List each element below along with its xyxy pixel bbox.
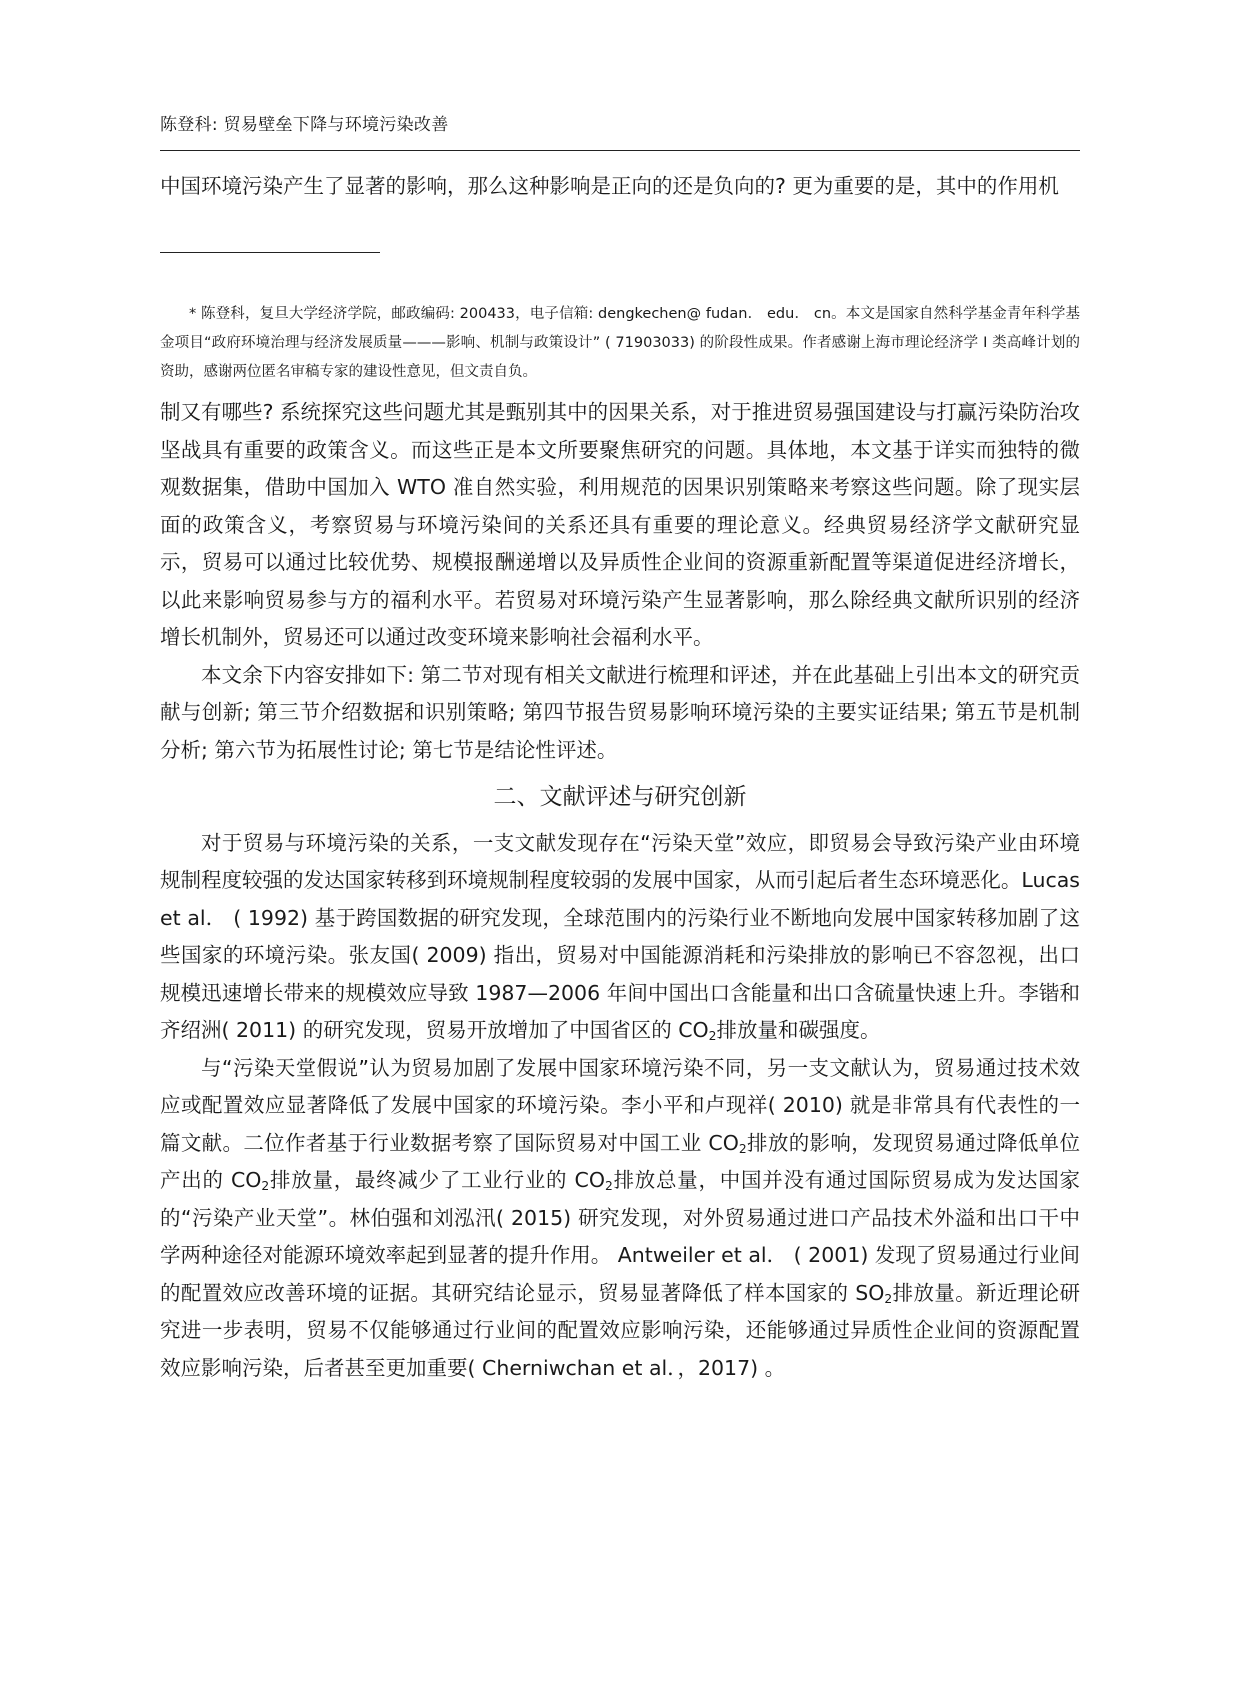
- intro-paragraph: 中国环境污染产生了显著的影响，那么这种影响是正向的还是负向的? 更为重要的是，其中的作用机: [160, 174, 1059, 198]
- header-rule: [160, 150, 1080, 151]
- paragraph-3: [160, 825, 1080, 1050]
- footnote: [160, 300, 1080, 387]
- footnote-text: * 陈登科，复旦大学经济学院，邮政编码: 200433，电子信箱: dengkechen@ fudan． edu． cn。本文是国家自然科学基金青年科学基金项目“政府环境治理与经济发展质量———影响、机制与政策设计” ( 71903033) 的阶段性成果。作者感谢上海市理论经济学 I 类高峰计划的资助，感谢两位匿名审稿专家的建设性意见，但文责自负。: [160, 306, 1080, 380]
- p4-text-2: 排放的影响，发现贸易通过降低单位产出的 CO: [160, 1130, 1081, 1192]
- running-header: 陈登科: 贸易壁垒下降与环境污染改善: [160, 115, 449, 135]
- p4-text-5: 排放量。新近理论研究进一步表明，贸易不仅能够通过行业间的配置效应影响污染，还能够通过异质性企业间的资源配置效应影响污染，后者甚至更加重要( Cherniwchan et al．，2017) 。: [160, 1280, 1080, 1380]
- p3-text-2: 排放量和碳强度。: [716, 1018, 881, 1042]
- p4-text-1: 与“污染天堂假说”认为贸易加剧了发展中国家环境污染不同，另一支文献认为，贸易通过技术效应或配置效应显著降低了发展中国家的环境污染。李小平和卢现祥( 2010) 就是非常具有代表性的一篇文献。二位作者基于行业数据考察了国际贸易对中国工业 CO: [160, 1055, 1080, 1155]
- p4-subscript-3: 2: [605, 1179, 613, 1194]
- paragraph-2: 本文余下内容安排如下: 第二节对现有相关文献进行梳理和评述，并在此基础上引出本文的研究贡献与创新; 第三节介绍数据和识别策略; 第四节报告贸易影响环境污染的主要实证结果; 第五节是机制分析; 第六节为拓展性讨论; 第七节是结论性评述。: [160, 662, 1080, 762]
- p4-subscript-2: 2: [261, 1179, 270, 1194]
- paragraph-1: 制又有哪些? 系统探究这些问题尤其是甄别其中的因果关系，对于推进贸易强国建设与打赢污染防治攻坚战具有重要的政策含义。而这些正是本文所要聚焦研究的问题。具体地，本文基于详实而独特的微观数据集，借助中国加入 WTO 准自然实验，利用规范的因果识别策略来考察这些问题。除了现实层面的政策含义，考察贸易与环境污染间的关系还具有重要的理论意义。经典贸易经济学文献研究显示，贸易可以通过比较优势、规模报酬递增以及异质性企业间的资源重新配置等渠道促进经济增长，以此来影响贸易参与方的福利水平。若贸易对环境污染产生显著影响，那么除经典文献所识别的经济增长机制外，贸易还可以通过改变环境来影响社会福利水平。: [160, 400, 1080, 649]
- p4-subscript-1: 2: [738, 1141, 747, 1156]
- p4-text-4: 排放总量，中国并没有通过国际贸易成为发达国家的“污染产业天堂”。林伯强和刘泓汛( 2015) 研究发现，对外贸易通过进口产品技术外溢和出口干中学两种途径对能源环境效率起到显著的提升作用。 Antweiler et al． ( 2001) 发现了贸易通过行业间的配置效应改善环境的证据。其研究结论显示，贸易显著降低了样本国家的 SO: [160, 1168, 1081, 1305]
- p3-subscript-1: 2: [708, 1029, 717, 1044]
- intro-block: [160, 168, 1080, 206]
- paragraph-4: [160, 1050, 1080, 1388]
- footnote-rule: [160, 252, 380, 253]
- p3-text-1: 对于贸易与环境污染的关系，一支文献发现存在“污染天堂”效应，即贸易会导致污染产业由环境规制程度较强的发达国家转移到环境规制程度较弱的发展中国家，从而引起后者生态环境恶化。Lucas et al． ( 1992) 基于跨国数据的研究发现，全球范围内的污染行业不断地向发展中国家转移加剧了这些国家的环境污染。张友国( 2009) 指出，贸易对中国能源消耗和污染排放的影响已不容忽视，出口规模迅速增长带来的规模效应导致 1987—2006 年间中国出口含能量和出口含硫量快速上升。李锴和齐绍洲( 2011) 的研究发现，贸易开放增加了中国省区的 CO: [160, 830, 1080, 1042]
- p4-text-3: 排放量，最终减少了工业行业的 CO: [269, 1168, 605, 1192]
- section-heading: 二、文献评述与研究创新: [493, 784, 747, 810]
- p4-subscript-4: 2: [884, 1291, 893, 1306]
- main-text: [160, 394, 1080, 1387]
